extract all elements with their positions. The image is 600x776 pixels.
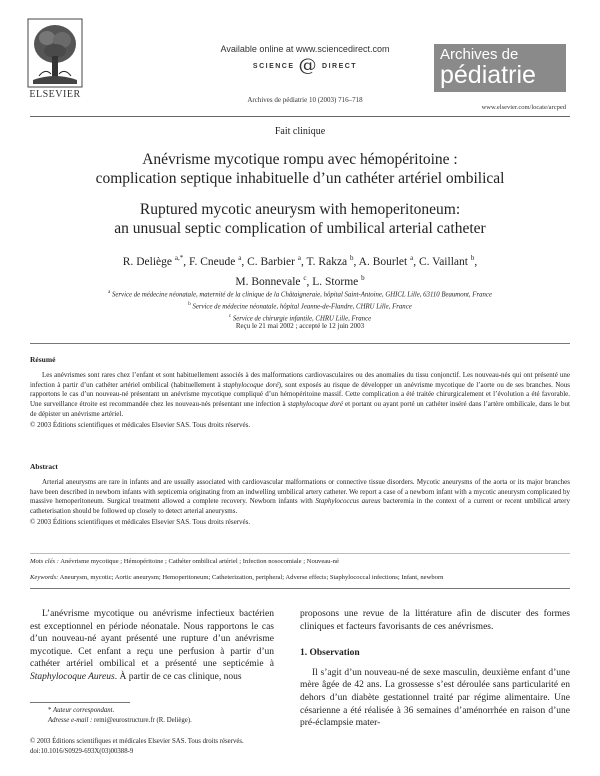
resume-paragraph: Les anévrismes sont rares chez l’enfant et sont habituellement associés à des malformations cardiovasculaires ou des anomalies du tissu conjonctif. Les nouveau-nés qui ont présenté une infection à partir d’un cathéter artériel ombilical (habituellement à staphylocoque doré), sont exposés au risque de développer un anévrisme mycotique de l’aorte ou de ses branches. Nous rapportons le cas d’un nouveau-né présentant un anévrisme mycotique compliqué d’un hémopéritoine massif. Cette complication a été traitée chirurgicalement et l’évolution a été favorable. Une surveillance étroite est recommandée chez les nouveau-nés présentant une infection à staphylocoque doré et portant ou ayant porté un cathéter inséré dans l’artère ombilicale, dans le but de dépister un anévrisme artériel. (30, 371, 570, 418)
title-en-line1: Ruptured mycotic aneurysm with hemoperitoneum: (139, 201, 461, 218)
abstract-paragraph: Arterial aneurysms are rare in infants and are usually associated with cardiovascular malformations or connective tissue disorders. Mycotic aneurysms of the aorta or its major branches have been described in newborn infants with septicemia originating from an indwelling umbilical artery catheter. We report a case of a newborn infant with a mycotic aneurysm complicated by massive hemoperitoneum. Surgical treatment allowed a complete recovery. Newborn infants with Staphylococcus aureus bacteremia in the context of a current or recent umbilical artery catheterisation should be followed up closely to detect arterial aneurysms. (30, 478, 570, 516)
header-divider (30, 116, 570, 117)
title-fr-line1: Anévrisme mycotique rompu avec hémopéritoine : (142, 151, 458, 168)
affiliation: $^b$ Service de médecine néonatale, hôpital Jeanne-de-Flandre, CHRU Lille, France (188, 301, 412, 311)
journal-logo-line1: Archives de (440, 46, 519, 63)
author: F. Cneude $^a$, (188, 254, 248, 268)
journal-logo-line2: pédiatrie (440, 61, 536, 89)
body-paragraph: L’anévrisme mycotique ou anévrisme infectieux bactérien est exceptionnel en période néonatale. Nous rapportons le cas d’un nouveau-né ayant présenté une rupture d’un anévrisme mycotique. Cet enfant a reçu une perfusion à partir d’un cathéter artériel ombilical et a présenté une septicémie à Staphylocoque Aureus. À partir de ce cas clinique, nous (30, 609, 274, 682)
abstract-body (30, 478, 570, 528)
publisher-name: ELSEVIER (29, 89, 81, 100)
available-online-text[interactable]: Available online at www.sciencedirect.com (220, 44, 390, 54)
keywords-divider (30, 553, 570, 554)
footer-doi[interactable]: doi:10.1016/S0929-693X(03)00388-9 (30, 747, 134, 755)
title-en-line2: an unusual septic complication of umbilical arterial catheter (114, 220, 486, 237)
sciencedirect-block (190, 44, 420, 75)
abstract-copyright: © 2003 Éditions scientifiques et médicales Elsevier SAS. Tous droits réservés. (30, 517, 251, 526)
body-paragraph: Il s’agit d’un nouveau-né de sexe masculin, deuxième enfant d’une mère âgée de 42 ans. La grossesse s’est déroulée sans particularité en dehors d’un diabète gestationnel traité par régime alimentaire. Une césarienne a été réalisée à 36 semaines d’aménorrhée en raison d’une pré-éclampsie mater- (300, 667, 570, 729)
author: L. Storme $^b$ (312, 273, 365, 288)
journal-logo (434, 44, 566, 92)
footer-copyright: © 2003 Éditions scientifiques et médicales Elsevier SAS. Tous droits réservés. (30, 738, 244, 745)
author: C. Vaillant $^b$, (418, 254, 478, 268)
email-link[interactable]: remi@eurostructure.fr (R. Deliège). (92, 716, 192, 724)
body-paragraph: proposons une revue de la littérature afin de discuter des formes cliniques et facteurs favorisants de ces anévrismes. (300, 609, 570, 632)
author: T. Rakza $^b$, (306, 254, 359, 268)
footnote-divider (30, 702, 130, 703)
author: C. Barbier $^a$, (247, 254, 307, 268)
author: R. Deliège $^{a,*}$, (122, 254, 189, 268)
received-dates: Reçu le 21 mai 2002 ; accepté le 12 juin 2003 (235, 322, 365, 330)
sd-right: DIRECT (322, 62, 358, 70)
affiliation: $^a$ Service de médecine néonatale, maternité de la clinique de la Châtaigneraie, hôpital Saint-Antoine, GHICL Lille, 63110 Beaumont, France (108, 290, 492, 299)
author: A. Bourlet $^a$, (358, 254, 419, 268)
elsevier-tree-icon (27, 18, 83, 88)
journal-reference: Archives de pédiatrie 10 (2003) 716–718 (247, 96, 363, 104)
body-column-left (30, 608, 274, 684)
title-fr-line2: complication septique inhabituelle d’un cathéter artériel ombilical (95, 170, 505, 187)
section-label: Fait clinique (274, 126, 326, 137)
sd-at-icon: @ (298, 55, 319, 76)
author: M. Bonnevale $^c$, (235, 273, 313, 288)
keywords-english: Keywords: Aneurysm, mycotic; Aortic aneurysm; Hemoperitoneum; Catheterization, peripheral; Adverse effects; Staphylococcal infections; Infant, newborn (30, 574, 444, 581)
divider (30, 343, 570, 344)
footnote-email: Adresse e-mail : remi@eurostructure.fr (R. Deliège). (48, 716, 192, 724)
author-list (40, 250, 560, 290)
footnote-corresponding: * Auteur correspondant. (48, 707, 115, 714)
affiliations (40, 288, 560, 323)
resume-body (30, 371, 570, 430)
abstract-heading: Abstract (30, 462, 58, 471)
title-english (30, 200, 570, 238)
keywords-french: Mots clés : Anévrisme mycotique ; Hémopéritoine ; Cathéter ombilical artériel ; Infection nosocomiale ; Nouveau-né (30, 558, 339, 565)
observation-heading: 1. Observation (300, 648, 360, 659)
resume-heading: Résumé (30, 355, 56, 364)
page-footer (30, 737, 290, 756)
title-french (30, 150, 570, 188)
resume-copyright: © 2003 Éditions scientifiques et médicales Elsevier SAS. Tous droits réservés. (30, 420, 251, 429)
sd-left: SCIENCE (252, 62, 295, 70)
divider (30, 588, 570, 589)
sciencedirect-logo (190, 57, 420, 75)
footnotes (30, 706, 280, 725)
publisher-logo (20, 18, 90, 110)
journal-url[interactable]: www.elsevier.com/locate/arcped (481, 104, 566, 111)
affiliation: $^c$ Service de chirurgie infantile, CHRU Lille, France (228, 313, 372, 322)
body-column-right (300, 608, 570, 730)
